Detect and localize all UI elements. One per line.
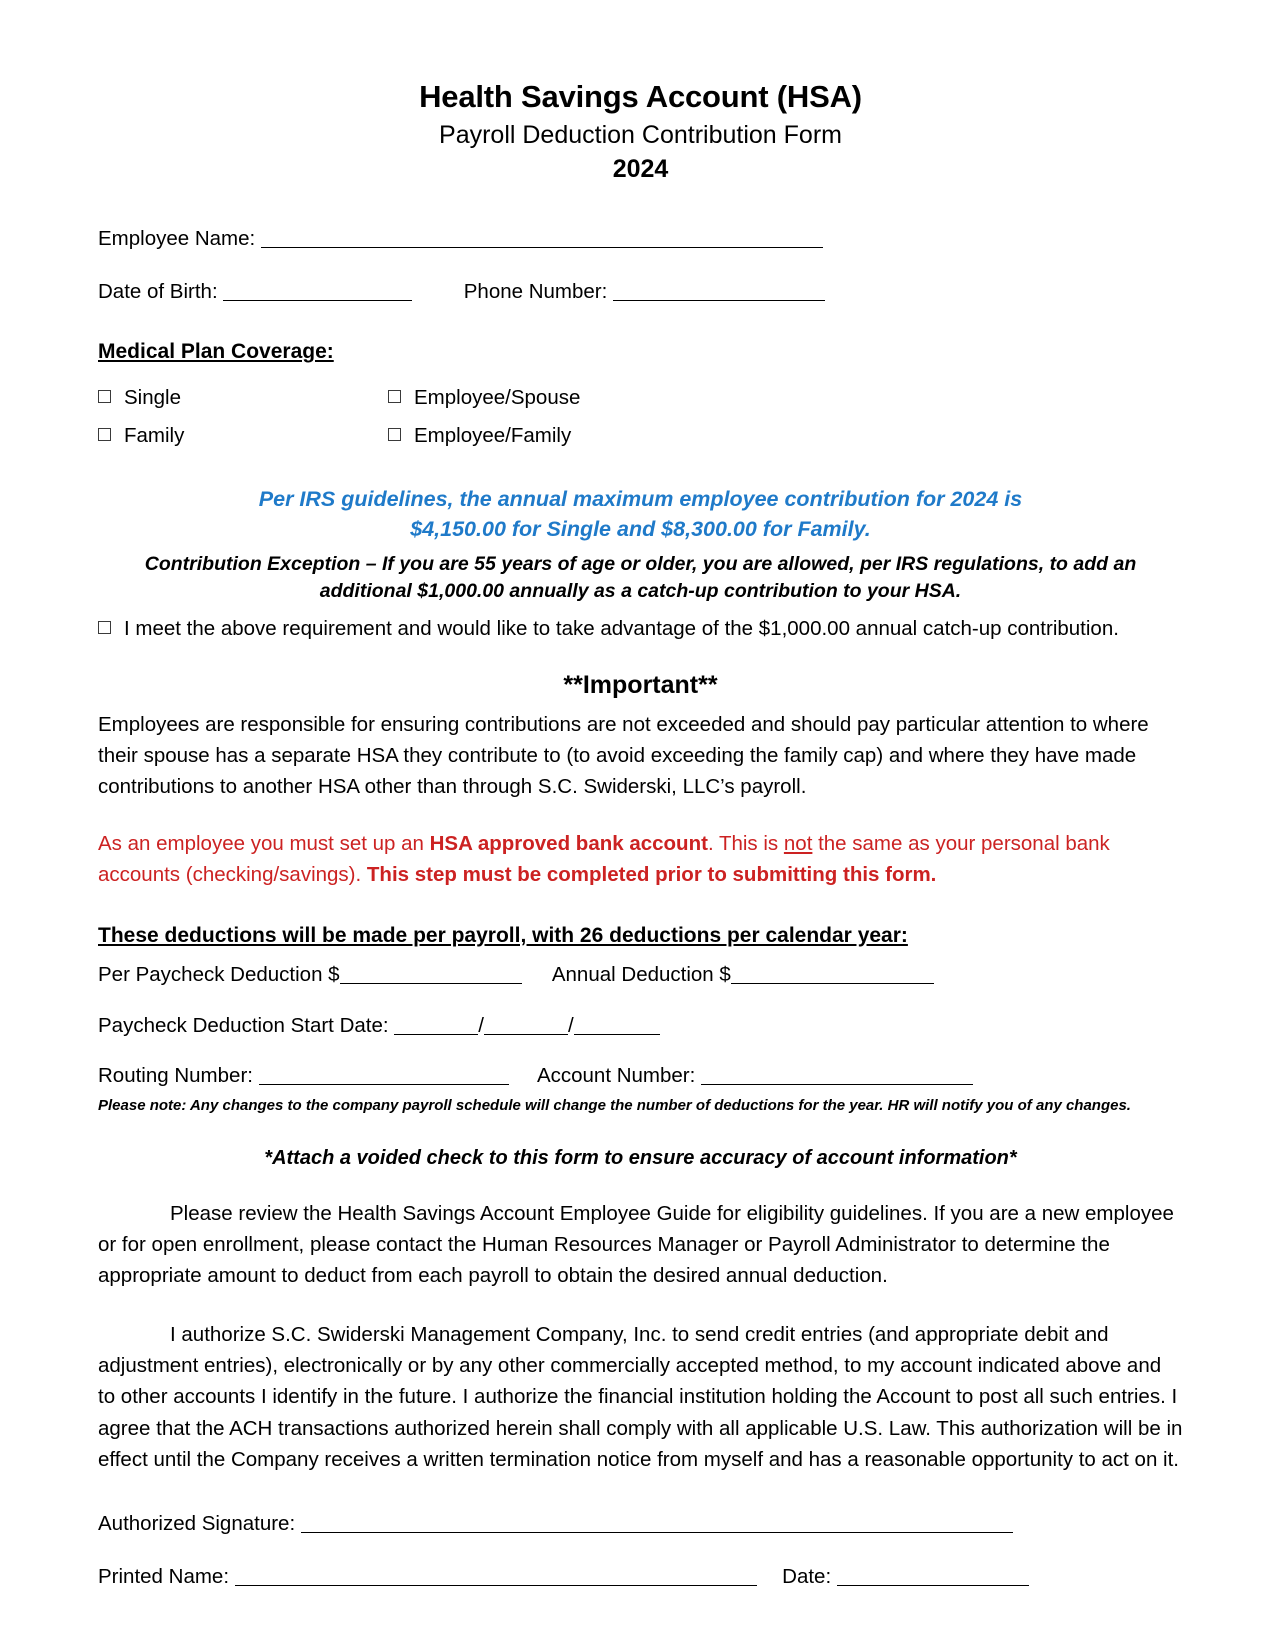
coverage-option-label: Employee/Spouse bbox=[414, 385, 581, 409]
deductions-heading: These deductions will be made per payroll, with 26 deductions per calendar year: bbox=[98, 923, 908, 947]
phone-number-label: Phone Number: bbox=[463, 279, 608, 303]
coverage-option-label: Employee/Family bbox=[414, 423, 572, 447]
printed-name-label: Printed Name: bbox=[98, 1564, 230, 1588]
per-paycheck-deduction-label: Per Paycheck Deduction $ bbox=[98, 962, 340, 986]
account-number-label: Account Number: bbox=[536, 1064, 696, 1088]
account-number-input[interactable] bbox=[701, 1084, 973, 1085]
signature-date-label: Date: bbox=[782, 1564, 832, 1588]
document-header bbox=[98, 78, 1183, 186]
date-of-birth-label: Date of Birth: bbox=[98, 279, 218, 303]
contribution-exception-text: Contribution Exception – If you are 55 years of age or older, you are allowed, per IRS regulations, to add an additional $1,000.00 annually as a catch-up contribution to your HSA. bbox=[144, 552, 1137, 603]
employee-name-label: Employee Name: bbox=[98, 226, 256, 250]
bank-account-notice-part1: As an employee you must set up an bbox=[98, 832, 430, 856]
coverage-option-family[interactable] bbox=[98, 421, 388, 450]
authorized-signature-input[interactable] bbox=[301, 1532, 1013, 1533]
checkbox-icon[interactable] bbox=[388, 428, 401, 441]
phone-number-input[interactable] bbox=[613, 300, 825, 301]
review-guide-paragraph: Please review the Health Savings Account Employee Guide for eligibility guidelines. If you are a new employee or for open enrollment, please contact the Human Resources Manager or Payroll Administrator to determine the appropriate amount to deduct from each payroll to obtain the desired annual deduction. bbox=[98, 1201, 1174, 1287]
coverage-option-single[interactable] bbox=[98, 383, 388, 412]
medical-plan-coverage-heading: Medical Plan Coverage: bbox=[98, 340, 334, 364]
coverage-row-1 bbox=[98, 383, 1183, 412]
annual-deduction-label: Annual Deduction $ bbox=[551, 962, 731, 986]
bank-account-notice bbox=[98, 828, 1183, 890]
irs-notice-line-2: $4,150.00 for Single and $8,300.00 for Family. bbox=[410, 517, 871, 542]
catchup-contribution-option[interactable] bbox=[98, 614, 1183, 644]
voided-check-notice: *Attach a voided check to this form to ensure accuracy of account information* bbox=[264, 1146, 1017, 1169]
date-separator-2: / bbox=[567, 1013, 574, 1037]
start-date-day-input[interactable] bbox=[484, 1034, 568, 1035]
checkbox-icon[interactable] bbox=[98, 621, 111, 634]
annual-deduction-input[interactable] bbox=[731, 983, 934, 984]
bank-account-notice-part2: . This is bbox=[707, 832, 784, 856]
coverage-option-employee-family[interactable] bbox=[388, 421, 678, 450]
form-year: 2024 bbox=[612, 155, 669, 184]
paycheck-start-date-label: Paycheck Deduction Start Date: bbox=[98, 1013, 389, 1037]
coverage-row-2 bbox=[98, 421, 1183, 450]
start-date-month-input[interactable] bbox=[394, 1034, 478, 1035]
date-separator-1: / bbox=[478, 1013, 484, 1037]
start-date-row bbox=[98, 1011, 1183, 1042]
coverage-option-employee-spouse[interactable] bbox=[388, 383, 678, 412]
bank-numbers-row bbox=[98, 1061, 1183, 1092]
payroll-schedule-note: Please note: Any changes to the company payroll schedule will change the number of deductions for the year. HR will notify you of any changes. bbox=[98, 1097, 1131, 1115]
routing-number-label: Routing Number: bbox=[98, 1064, 253, 1088]
authorized-signature-row bbox=[98, 1509, 1183, 1540]
per-paycheck-deduction-input[interactable] bbox=[340, 983, 522, 984]
printed-name-row bbox=[98, 1562, 1183, 1593]
employee-name-input[interactable] bbox=[261, 247, 823, 248]
page-title: Health Savings Account (HSA) bbox=[419, 79, 862, 114]
checkbox-icon[interactable] bbox=[98, 428, 111, 441]
signature-date-input[interactable] bbox=[837, 1585, 1029, 1586]
bank-account-notice-underline: not bbox=[783, 832, 813, 856]
bank-account-notice-bold2: This step must be completed prior to submitting this form. bbox=[366, 863, 937, 887]
coverage-option-label: Single bbox=[124, 385, 181, 409]
bank-account-notice-part3: the same as your personal bank accounts (checking/savings). bbox=[98, 832, 1110, 887]
catchup-contribution-label: I meet the above requirement and would like to take advantage of the $1,000.00 annual catch-up contribution. bbox=[124, 616, 1119, 640]
coverage-option-label: Family bbox=[124, 423, 185, 447]
bank-account-notice-bold1: HSA approved bank account bbox=[429, 832, 708, 856]
date-of-birth-input[interactable] bbox=[223, 300, 412, 301]
important-heading: **Important** bbox=[563, 671, 718, 700]
checkbox-icon[interactable] bbox=[388, 390, 401, 403]
checkbox-icon[interactable] bbox=[98, 390, 111, 403]
ach-authorization-paragraph: I authorize S.C. Swiderski Management Company, Inc. to send credit entries (and appropriate debit and adjustment entries), electronically or by any other commercially accepted method, to my account indicated above and to other accounts I identify in the future. I authorize the financial institution holding the Account to post all such entries. I agree that the ACH transactions authorized herein shall comply with all applicable U.S. Law. This authorization will be in effect until the Company receives a written termination notice from myself and has a reasonable opportunity to act on it. bbox=[98, 1323, 1183, 1471]
irs-notice-line-1: Per IRS guidelines, the annual maximum employee contribution for 2024 is bbox=[258, 486, 1023, 511]
authorized-signature-label: Authorized Signature: bbox=[98, 1511, 296, 1535]
routing-number-input[interactable] bbox=[259, 1084, 509, 1085]
printed-name-input[interactable] bbox=[235, 1585, 757, 1586]
start-date-year-input[interactable] bbox=[574, 1034, 660, 1035]
deduction-amount-row bbox=[98, 960, 1183, 991]
page-subtitle: Payroll Deduction Contribution Form bbox=[439, 120, 842, 149]
employee-name-field-row bbox=[98, 224, 1183, 255]
dob-phone-field-row bbox=[98, 277, 1183, 308]
important-paragraph: Employees are responsible for ensuring contributions are not exceeded and should pay particular attention to where their spouse has a separate HSA they contribute to (to avoid exceeding the family cap) and where they have made contributions to another HSA other than through S.C. Swiderski, LLC’s payroll. bbox=[98, 712, 1149, 799]
